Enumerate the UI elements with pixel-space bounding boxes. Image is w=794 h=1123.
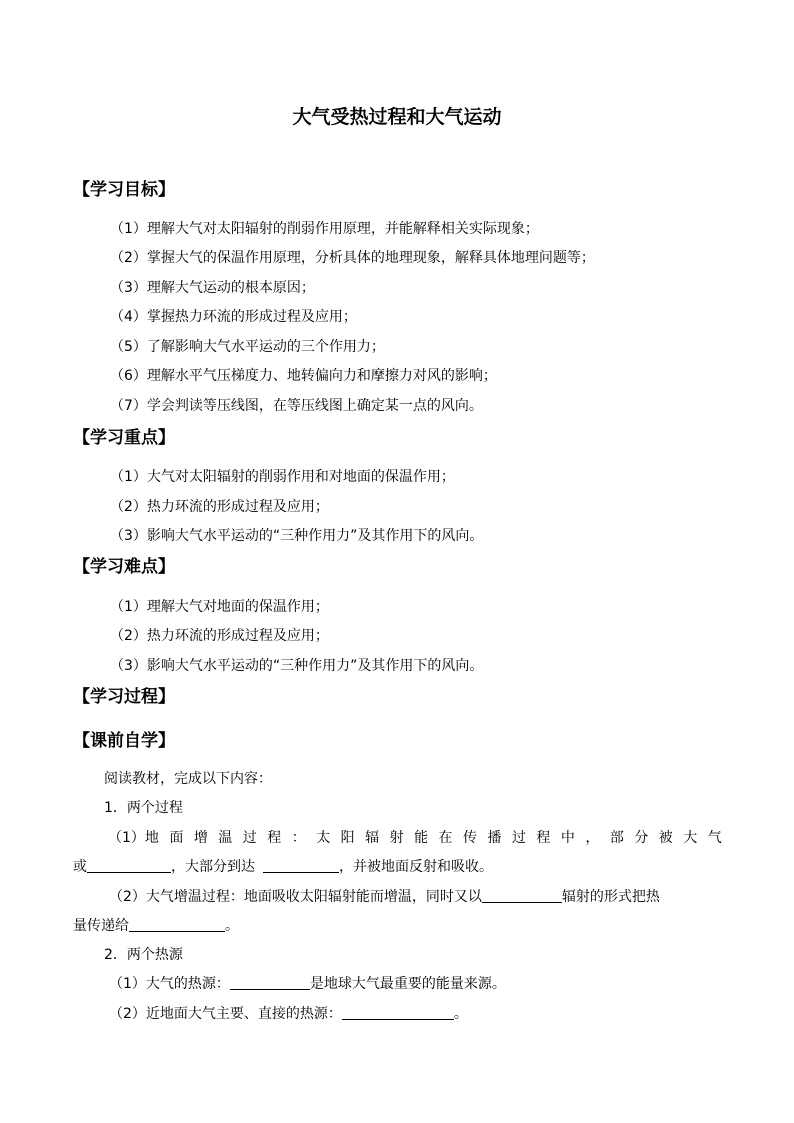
justified-char: 程 xyxy=(536,830,551,846)
answer-blank[interactable] xyxy=(87,858,171,873)
q2-line2-text: 量传递给 xyxy=(73,918,129,934)
part1-title: 1．两个过程 xyxy=(104,800,183,816)
answer-blank[interactable] xyxy=(482,888,562,903)
key-point-item: （3）影响大气水平运动的“三种作用力”及其作用下的风向。 xyxy=(110,528,484,544)
q2-line2-suffix: 。 xyxy=(225,918,239,934)
part2-q2 xyxy=(109,1004,468,1024)
q1-line2-suffix: ，并被地面反射和吸收。 xyxy=(339,859,493,875)
difficulty-item: （3）影响大气水平运动的“三种作用力”及其作用下的风向。 xyxy=(110,658,484,674)
justified-char: 温 xyxy=(218,830,233,846)
justified-char: 太 xyxy=(316,830,331,846)
part2-q2-text: （2）近地面大气主要、直接的热源： xyxy=(109,1006,342,1022)
q2-line1-suffix: 辐射的形式把热 xyxy=(561,889,660,905)
heading-key-points: 【学习重点】 xyxy=(73,428,175,448)
part1-q1-line2 xyxy=(73,857,493,877)
justified-char: 能 xyxy=(414,830,429,846)
key-point-item: （2）热力环流的形成过程及应用； xyxy=(110,499,329,515)
q2-line1-text: （2）大气增温过程：地面吸收太阳辐射能而增温，同时又以 xyxy=(109,889,482,905)
part1-q1-line1 xyxy=(108,828,722,848)
justified-char: 在 xyxy=(438,830,453,846)
page-title: 大气受热过程和大气运动 xyxy=(292,106,502,128)
answer-blank[interactable] xyxy=(129,917,225,932)
objective-item: （2）掌握大气的保温作用原理，分析具体的地理现象，解释具体地理问题等； xyxy=(110,250,595,266)
part2-q1-suffix: 是地球大气最重要的能量来源。 xyxy=(309,976,506,992)
part2-q2-suffix: 。 xyxy=(453,1006,468,1022)
part2-q1 xyxy=(109,974,506,994)
justified-char: 部 xyxy=(609,830,624,846)
justified-char: 面 xyxy=(169,830,184,846)
justified-char: 中 xyxy=(560,830,575,846)
justified-char: 阳 xyxy=(340,830,355,846)
objective-item: （7）学会判读等压线图，在等压线图上确定某一点的风向。 xyxy=(110,398,483,414)
part2-title: 2．两个热源 xyxy=(104,947,183,963)
justified-char: 过 xyxy=(511,830,526,846)
justified-char: 分 xyxy=(634,830,649,846)
objective-item: （5）了解影响大气水平运动的三个作用力； xyxy=(110,339,385,355)
objective-item: （3）理解大气运动的根本原因； xyxy=(110,280,315,296)
justified-char: 过 xyxy=(242,830,257,846)
justified-char: 射 xyxy=(389,830,404,846)
part1-q2-line1 xyxy=(109,887,660,907)
answer-blank[interactable] xyxy=(342,1005,454,1020)
q1-line2-mid: ，大部分到达 xyxy=(171,859,255,875)
difficulty-item: （1）理解大气对地面的保温作用； xyxy=(110,599,329,615)
objective-item: （6）理解水平气压梯度力、地转偏向力和摩擦力对风的影响； xyxy=(110,368,497,384)
justified-char: 传 xyxy=(463,830,478,846)
difficulty-item: （2）热力环流的形成过程及应用； xyxy=(110,628,329,644)
justified-char: 大 xyxy=(683,830,698,846)
justified-char: 被 xyxy=(658,830,673,846)
key-point-item: （1）大气对太阳辐射的削弱作用和对地面的保温作用； xyxy=(110,469,455,485)
justified-char: ： xyxy=(291,830,306,846)
answer-blank[interactable] xyxy=(230,975,310,990)
part2-q1-text: （1）大气的热源： xyxy=(109,976,230,992)
justified-char: （1）地 xyxy=(108,830,159,846)
justified-char: 增 xyxy=(193,830,208,846)
justified-char: 程 xyxy=(267,830,282,846)
heading-preview: 【课前自学】 xyxy=(73,731,175,751)
heading-objectives: 【学习目标】 xyxy=(73,180,175,200)
heading-difficulties: 【学习难点】 xyxy=(73,557,175,577)
justified-char: ， xyxy=(585,830,600,846)
heading-process: 【学习过程】 xyxy=(73,687,175,707)
preview-intro: 阅读教材，完成以下内容： xyxy=(104,771,272,787)
objective-item: （4）掌握热力环流的形成过程及应用； xyxy=(110,309,357,325)
justified-char: 辐 xyxy=(365,830,380,846)
part1-q2-line2 xyxy=(73,916,239,936)
answer-blank[interactable] xyxy=(263,858,339,873)
justified-char: 播 xyxy=(487,830,502,846)
justified-char: 气 xyxy=(707,830,722,846)
objective-item: （1）理解大气对太阳辐射的削弱作用原理，并能解释相关实际现象； xyxy=(110,221,539,237)
q1-line2-prefix: 或 xyxy=(73,859,87,875)
